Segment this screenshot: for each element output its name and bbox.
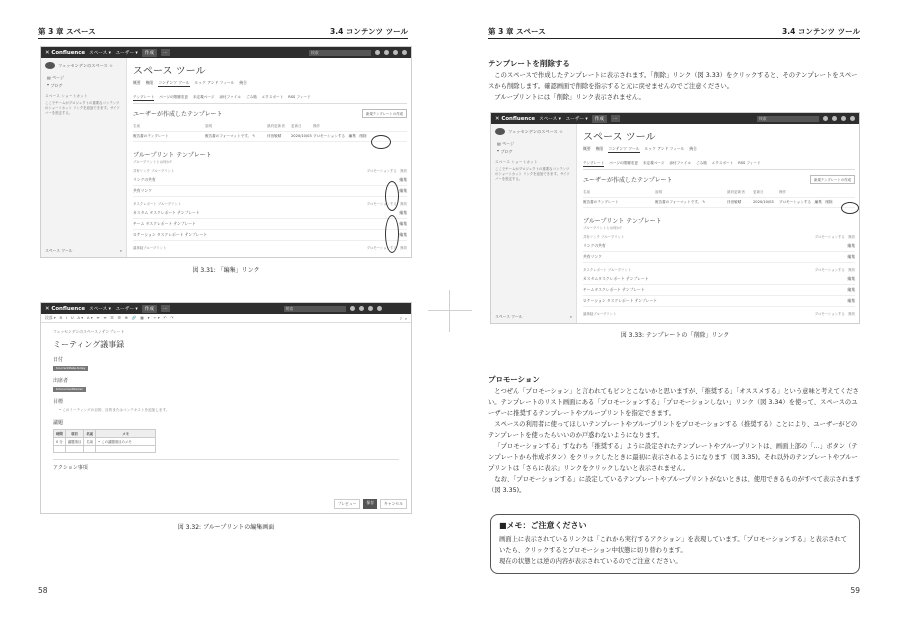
- page-title: スペース ツール: [583, 132, 656, 143]
- tab-reorder[interactable]: ページの階層変更: [609, 161, 638, 165]
- subnav-look-and-feel[interactable]: ルック アンド フィール: [644, 146, 685, 151]
- sidebar-item-blog[interactable]: ❞ ブログ: [47, 83, 63, 88]
- tab-templates[interactable]: テンプレート: [583, 161, 605, 165]
- subnav-integrations[interactable]: 統合: [689, 146, 697, 151]
- blueprint-category: 共有リンク ブループリント プロモーションする 無効: [133, 169, 407, 173]
- subnav-permissions[interactable]: 権限: [145, 80, 154, 85]
- highlight-oval: [371, 135, 391, 149]
- tab-trash[interactable]: ごみ箱: [695, 161, 707, 165]
- blueprint-category: タスクレポート ブループリント プロモーションする 無効: [583, 268, 855, 272]
- topbar-nav[interactable]: スペース ▾ ユーザー ▾: [89, 50, 138, 56]
- date-placeholder[interactable]: $currentDate.today: [53, 366, 88, 371]
- blueprint-heading: ブループリント テンプレート: [583, 218, 662, 225]
- screenshot-delete-link: [490, 112, 860, 324]
- edit-link[interactable]: 編集: [399, 210, 407, 215]
- subnav-integrations[interactable]: 統合: [239, 80, 247, 85]
- running-header-chapter: 第 3 章 スペース: [488, 27, 546, 36]
- memo-title: ■メモ：ご注意ください: [499, 521, 587, 530]
- confluence-topbar: [41, 47, 411, 58]
- blueprint-heading: ブループリント テンプレート: [133, 152, 212, 159]
- sidebar-item-pages[interactable]: ▤ ページ: [47, 75, 64, 80]
- search-input[interactable]: 検索: [284, 306, 346, 312]
- space-sidebar: [491, 124, 577, 323]
- header-rule: [488, 38, 860, 39]
- space-name[interactable]: フェッセンデンのスペース ☆: [508, 128, 563, 134]
- running-header-section: 3.4 コンテンツ ツール: [330, 27, 408, 36]
- blueprint-category: 共有リンク ブループリント プロモーションする 無効: [583, 235, 855, 239]
- table-row: 0 分 議題項目 名前 • この議題項目のメモ: [54, 438, 156, 446]
- new-template-button[interactable]: 新規テンプレートの作成: [810, 175, 855, 184]
- edit-link[interactable]: 編集: [847, 254, 855, 259]
- space-logo-icon: [495, 128, 505, 135]
- screenshot-space-tools: [40, 46, 412, 258]
- page-number: 59: [850, 586, 860, 595]
- page-title: スペース ツール: [133, 66, 206, 77]
- header-rule: [38, 38, 408, 39]
- notification-icon[interactable]: [384, 50, 389, 55]
- settings-icon[interactable]: [841, 116, 846, 121]
- editor-footer: [334, 499, 407, 509]
- list-item: リンクの共有 編集: [583, 241, 855, 252]
- template-actions[interactable]: プロモーションする 編集 削除: [313, 134, 367, 138]
- tab-templates[interactable]: テンプレート: [133, 95, 155, 99]
- search-input[interactable]: 検索: [757, 116, 819, 122]
- tab-reorder[interactable]: ページの階層変更: [159, 95, 188, 99]
- create-button[interactable]: 作成: [142, 49, 157, 57]
- settings-icon[interactable]: [368, 306, 373, 311]
- notification-icon[interactable]: [832, 116, 837, 121]
- space-tools-subnav: [133, 80, 407, 87]
- template-table-header: 名前 説明 最終更新者 更新日 操作: [133, 122, 407, 132]
- confluence-logo[interactable]: ✕ Confluence: [495, 115, 536, 122]
- right-page: [450, 0, 900, 618]
- subnav-permissions[interactable]: 権限: [595, 146, 604, 151]
- help-icon[interactable]: [823, 116, 828, 121]
- subnav-overview[interactable]: 概要: [583, 146, 591, 151]
- content-tools-tabs: [133, 95, 407, 104]
- edit-link[interactable]: 編集: [399, 221, 407, 226]
- tab-undefined-pages[interactable]: 未定義ページ: [642, 161, 665, 165]
- edit-link[interactable]: 編集: [847, 298, 855, 303]
- tab-export[interactable]: エクスポート: [261, 95, 284, 99]
- list-item: 共有リンク 編集: [583, 252, 855, 263]
- space-tools-link[interactable]: スペース ツール: [45, 248, 73, 253]
- promotion-paragraphs: とつぜん「プロモーション」と言われてもピンとこないかと思いますが、「推奨する」「オススメする」という意味と考えてください。テンプレートのリスト画面にある「プロモーションする」「プロモーションしない」リンク（図 3.34）を使って、スペースのユーザーに推奨するテンプレートやブループリントを指定できます。 スペースの利用者に使ってほしいテンプレートやブループリントをプロモーションする（推奨する）ことにより、ユーザーがどのテンプレートを使ったらいいのか戸惑わないようになります。 「プロモーションする」すなわち「推奨する」ように設定されたテンプレートやブループリントは、画面上部の「…」ボタン（テンプレートから作成ボタン）をクリックしたときに最初に表示されるようになります（図 3.35)。それ以外のテンプレートやブループリントは「さらに表示」リンクをクリックしないと表示されません。 なお、「プロモーションする」に設定しているテンプレートやブループリントがないときは、使用できるものがすべて表示されます（図 3.35)。: [488, 388, 861, 494]
- blueprint-category: タスクレポート ブループリント プロモーションする 無効: [133, 202, 407, 206]
- confluence-logo[interactable]: ✕ Confluence: [45, 305, 86, 312]
- avatar[interactable]: [850, 116, 855, 121]
- section-heading-delete: テンプレートを削除する: [488, 59, 570, 68]
- space-name[interactable]: フェッセンデンのスペース ☆: [58, 62, 113, 68]
- list-item: ロケーション タスクレポート テンプレート 編集: [133, 230, 407, 241]
- blueprint-help-link[interactable]: ブループリントとは何か?: [583, 226, 622, 230]
- edit-link[interactable]: 編集: [399, 232, 407, 237]
- discussion-table[interactable]: 時間 項目 名前 メモ 0 分 議題項目 名前 • この議題項目のメモ: [53, 429, 156, 453]
- goals-bullet[interactable]: • このミーティングの目的、目的またはコンテキストを追加します。: [59, 408, 170, 412]
- list-item: カスタムタスクレポート テンプレート 編集: [583, 274, 855, 285]
- create-button[interactable]: 作成: [592, 115, 607, 123]
- edit-link[interactable]: 編集: [847, 243, 855, 248]
- running-header-chapter: 第 3 章 スペース: [38, 27, 96, 36]
- memo-body: 画面上に表示されているリンクは「これから実行するアクション」を表現しています。「プロモーションする」と表示されていたら、クリックするとプロモーション中状態に切り替わります。 現在の状態とは逆の内容が表示されているのでご注意ください。: [499, 536, 848, 565]
- subnav-overview[interactable]: 概要: [133, 80, 141, 85]
- editor-body[interactable]: [41, 323, 411, 475]
- more-button[interactable]: …: [612, 116, 618, 121]
- help-icon[interactable]: ?: [399, 315, 402, 321]
- avatar[interactable]: [402, 50, 407, 55]
- more-button[interactable]: …: [162, 50, 168, 55]
- tab-undefined-pages[interactable]: 未定義ページ: [192, 95, 215, 99]
- help-icon[interactable]: [350, 306, 355, 311]
- subnav-content-tools[interactable]: コンテンツ ツール: [158, 80, 190, 85]
- section-heading-promotion: プロモーション: [488, 375, 540, 384]
- list-item: カスタム タスクレポート テンプレート 編集: [133, 208, 407, 219]
- notification-icon[interactable]: [359, 306, 364, 311]
- running-header-section: 3.4 コンテンツ ツール: [782, 27, 860, 36]
- goals-label: 目標: [53, 399, 64, 405]
- discussion-label: 議題: [53, 420, 64, 426]
- highlight-oval: [841, 202, 859, 214]
- settings-icon[interactable]: [393, 50, 398, 55]
- content-tools-tabs: [583, 161, 855, 170]
- blueprint-category: 議事録ブループリント プロモーションする 無効: [133, 246, 407, 250]
- shortcuts-title: スペース ショートカット: [495, 160, 538, 164]
- topbar-nav[interactable]: スペース ▾ ユーザー ▾: [539, 116, 588, 122]
- space-logo-icon: [45, 62, 55, 69]
- cancel-button[interactable]: キャンセル: [380, 499, 407, 509]
- shortcuts-title: スペース ショートカット: [45, 94, 88, 98]
- new-template-button[interactable]: 新規テンプレートの作成: [362, 109, 407, 118]
- subnav-content-tools[interactable]: コンテンツ ツール: [608, 146, 640, 151]
- collapse-icon[interactable]: «: [569, 314, 572, 319]
- confluence-logo[interactable]: ✕ Confluence: [45, 49, 86, 56]
- tab-trash[interactable]: ごみ箱: [245, 95, 257, 99]
- highlight-oval: [385, 181, 399, 211]
- edit-link[interactable]: 編集: [847, 276, 855, 281]
- search-input[interactable]: 検索: [309, 50, 371, 56]
- subnav-look-and-feel[interactable]: ルック アンド フィール: [194, 80, 235, 85]
- list-item: ロケーション タスクレポート テンプレート 編集: [583, 296, 855, 307]
- tab-rss[interactable]: RSS フィード: [738, 161, 761, 165]
- page-number: 58: [38, 586, 48, 595]
- edit-link[interactable]: 編集: [399, 188, 407, 193]
- blueprint-help-link[interactable]: ブループリントとは何か?: [133, 160, 172, 164]
- space-tools-main: [133, 60, 407, 257]
- blueprint-category: 議事録ブループリント プロモーションする 無効: [583, 312, 855, 316]
- shortcuts-text: ここでチームがプロジェクトの重要なコンテンツのショートカット リンクを追加できます。サイドバーを設定する。: [495, 167, 570, 181]
- space-tools-main: [583, 126, 855, 323]
- sidebar-item-blog[interactable]: ❞ ブログ: [497, 149, 513, 154]
- list-item: リンクの共有 編集: [133, 175, 407, 186]
- attendees-label: 出席者: [53, 378, 69, 384]
- topbar-nav[interactable]: スペース ▾ ユーザー ▾: [89, 306, 138, 312]
- confluence-topbar: [41, 303, 411, 314]
- avatar[interactable]: [377, 306, 382, 311]
- memo-box: [490, 514, 860, 574]
- breadcrumb[interactable]: フェッセンデンのスペース / テンプレート: [53, 329, 125, 334]
- sidebar-item-pages[interactable]: ▤ ページ: [497, 141, 514, 146]
- tab-export[interactable]: エクスポート: [711, 161, 734, 165]
- table-row: 報告書のテンプレート 報告書のフォーマットです。 ✎ 伴田敏晴 2020/10/03 プロモーションする 編集 削除: [133, 132, 407, 142]
- editor-toolbar[interactable]: 段落 ▾ B I U A ▾ A ▾ ≡ ≡ ☰ ☰ ⊕ 🔗 ▦ ▾ + ▾ ↶ ↷ ? ⌕: [41, 314, 411, 323]
- save-button[interactable]: 保存: [363, 499, 377, 509]
- list-item: チーム タスクレポート テンプレート 編集: [133, 219, 407, 230]
- collapse-icon[interactable]: «: [119, 248, 122, 253]
- list-item: 共有リンク 編集: [133, 186, 407, 197]
- template-actions[interactable]: プロモーションする 編集 削除: [779, 200, 833, 204]
- action-items-label: アクション事項: [53, 459, 399, 471]
- tab-attachments[interactable]: 添付ファイル: [669, 161, 691, 165]
- template-table-header: 名前 説明 最終更新者 更新日 操作: [583, 188, 855, 198]
- figure-caption: 図 3.32: ブループリントの編集画面: [177, 524, 275, 531]
- more-button[interactable]: …: [162, 306, 168, 311]
- delete-paragraphs: このスペースで作成したテンプレートに表示されます。「削除」リンク（図 3.33）をクリックすると、そのテンプレートをスペースから削除します。確認画面で削除を指示すると元に戻せませんのでご注意ください。 ブループリントには「削除」リンク表示されません。: [488, 72, 858, 101]
- create-button[interactable]: 作成: [142, 305, 157, 313]
- edit-link[interactable]: 編集: [847, 287, 855, 292]
- user-templates-heading: ユーザーが作成したテンプレート: [133, 111, 223, 118]
- confluence-topbar: [491, 113, 859, 124]
- search-icon[interactable]: ⌕: [404, 315, 407, 321]
- list-item: チームタスクレポート テンプレート 編集: [583, 285, 855, 296]
- highlight-oval: [385, 215, 399, 253]
- space-tools-link[interactable]: スペース ツール: [495, 314, 523, 319]
- page-title[interactable]: ミーティング議事録: [53, 340, 125, 349]
- figure-caption: 図 3.31: 「編集」リンク: [192, 267, 260, 274]
- preview-button[interactable]: プレビュー: [334, 499, 361, 509]
- tab-attachments[interactable]: 添付ファイル: [219, 95, 241, 99]
- screenshot-blueprint-editor: [40, 302, 412, 514]
- date-label: 日付: [53, 357, 64, 363]
- space-sidebar: [41, 58, 127, 257]
- figure-caption: 図 3.33: テンプレートの「削除」リンク: [620, 332, 730, 339]
- shortcuts-text: ここでチームがプロジェクトの重要なコンテンツのショートカット リンクを追加できます。サイドバーを設定する。: [45, 101, 120, 115]
- table-row: 報告書のテンプレート 報告書のフォーマットです。 ✎ 伴田敏晴 2020/10/03 プロモーションする 編集 削除: [583, 198, 855, 208]
- attendees-placeholder[interactable]: $documentOwner: [53, 387, 86, 392]
- space-tools-subnav: [583, 146, 855, 153]
- user-templates-heading: ユーザーが作成したテンプレート: [583, 177, 673, 184]
- edit-link[interactable]: 編集: [399, 177, 407, 182]
- help-icon[interactable]: [375, 50, 380, 55]
- tab-rss[interactable]: RSS フィード: [288, 95, 311, 99]
